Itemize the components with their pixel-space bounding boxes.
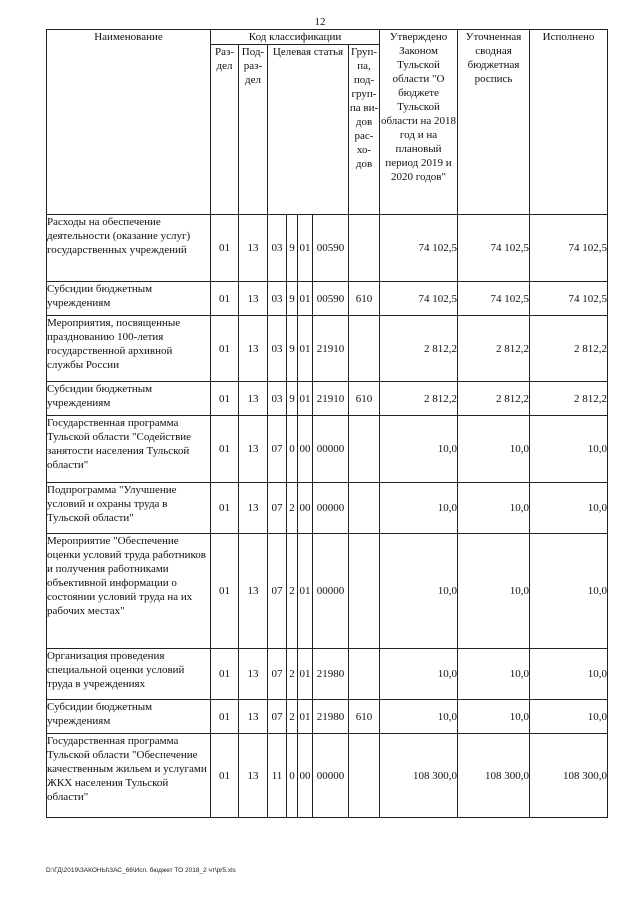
- page-number: 12: [314, 16, 326, 28]
- cell-cs2: 0: [287, 734, 298, 818]
- cell-approved: 2 812,2: [380, 316, 458, 382]
- cell-approved: 10,0: [380, 700, 458, 734]
- cell-cs1: 07: [268, 700, 287, 734]
- cell-vr: [349, 649, 380, 700]
- header-name: Наименование: [47, 30, 211, 215]
- cell-refined: 10,0: [458, 534, 530, 649]
- cell-pr: 13: [239, 416, 268, 483]
- cell-executed: 10,0: [530, 416, 608, 483]
- cell-vr: [349, 534, 380, 649]
- cell-cs3: 01: [298, 649, 313, 700]
- cell-cs1: 07: [268, 649, 287, 700]
- table-row: [47, 734, 608, 818]
- header-expense-group: Груп-па, под-груп-па ви-дов рас-хо-дов: [349, 45, 380, 215]
- budget-table: [46, 29, 608, 818]
- cell-name: Государственная программа Тульской области "Содействие занятости населения Тульской области": [47, 416, 211, 483]
- cell-cs1: 03: [268, 382, 287, 416]
- cell-rz: 01: [211, 700, 239, 734]
- header-section: Раз-дел: [211, 45, 239, 215]
- cell-cs3: 01: [298, 316, 313, 382]
- cell-cs3: 00: [298, 734, 313, 818]
- cell-vr: 610: [349, 282, 380, 316]
- cell-executed: 10,0: [530, 649, 608, 700]
- table-row: [47, 316, 608, 382]
- cell-pr: 13: [239, 649, 268, 700]
- cell-cs1: 03: [268, 215, 287, 282]
- table-row: [47, 483, 608, 534]
- cell-cs4: 21980: [313, 700, 349, 734]
- cell-cs4: 21910: [313, 316, 349, 382]
- table-row: [47, 416, 608, 483]
- cell-refined: 108 300,0: [458, 734, 530, 818]
- cell-approved: 10,0: [380, 649, 458, 700]
- cell-cs3: 01: [298, 282, 313, 316]
- cell-cs4: 00000: [313, 416, 349, 483]
- cell-cs1: 07: [268, 534, 287, 649]
- cell-cs1: 03: [268, 282, 287, 316]
- cell-refined: 10,0: [458, 416, 530, 483]
- cell-pr: 13: [239, 483, 268, 534]
- file-path-footer: D:\ГД\2019\ЗАКОНЫ\ЗАС_66\Исп. бюджет ТО 2018_2 чт\pr5.xls: [46, 867, 236, 874]
- cell-refined: 74 102,5: [458, 282, 530, 316]
- cell-executed: 74 102,5: [530, 282, 608, 316]
- cell-executed: 108 300,0: [530, 734, 608, 818]
- cell-cs1: 07: [268, 483, 287, 534]
- cell-refined: 10,0: [458, 483, 530, 534]
- cell-refined: 74 102,5: [458, 215, 530, 282]
- cell-rz: 01: [211, 382, 239, 416]
- cell-executed: 10,0: [530, 483, 608, 534]
- cell-approved: 108 300,0: [380, 734, 458, 818]
- cell-cs4: 00000: [313, 483, 349, 534]
- table-header: [47, 30, 608, 215]
- cell-pr: 13: [239, 700, 268, 734]
- cell-cs2: 9: [287, 316, 298, 382]
- cell-pr: 13: [239, 534, 268, 649]
- cell-cs1: 03: [268, 316, 287, 382]
- cell-cs2: 9: [287, 215, 298, 282]
- cell-vr: [349, 734, 380, 818]
- cell-rz: 01: [211, 215, 239, 282]
- cell-name: Организация проведения специальной оценки условий труда в учреждениях: [47, 649, 211, 700]
- cell-cs4: 21910: [313, 382, 349, 416]
- cell-refined: 10,0: [458, 649, 530, 700]
- cell-cs2: 2: [287, 534, 298, 649]
- cell-executed: 74 102,5: [530, 215, 608, 282]
- cell-pr: 13: [239, 282, 268, 316]
- cell-cs3: 01: [298, 382, 313, 416]
- header-subsection: Под-раз-дел: [239, 45, 268, 215]
- header-refined: Уточненная сводная бюджетная роспись: [458, 30, 530, 215]
- cell-cs4: 00000: [313, 734, 349, 818]
- cell-name: Мероприятия, посвященные празднованию 100-летия государственной архивной службы России: [47, 316, 211, 382]
- cell-cs2: 9: [287, 282, 298, 316]
- cell-cs2: 2: [287, 649, 298, 700]
- cell-rz: 01: [211, 483, 239, 534]
- table-row: [47, 382, 608, 416]
- cell-refined: 2 812,2: [458, 316, 530, 382]
- cell-executed: 10,0: [530, 700, 608, 734]
- cell-cs4: 00590: [313, 282, 349, 316]
- cell-executed: 2 812,2: [530, 382, 608, 416]
- header-classification: Код классификации: [211, 30, 380, 45]
- cell-cs2: 0: [287, 416, 298, 483]
- cell-pr: 13: [239, 215, 268, 282]
- cell-approved: 2 812,2: [380, 382, 458, 416]
- table-row: [47, 215, 608, 282]
- cell-name: Расходы на обеспечение деятельности (оказание услуг) государственных учреждений: [47, 215, 211, 282]
- table-row: [47, 700, 608, 734]
- cell-cs1: 07: [268, 416, 287, 483]
- cell-approved: 74 102,5: [380, 215, 458, 282]
- cell-refined: 10,0: [458, 700, 530, 734]
- cell-name: Субсидии бюджетным учреждениям: [47, 282, 211, 316]
- cell-pr: 13: [239, 382, 268, 416]
- cell-cs3: 01: [298, 215, 313, 282]
- cell-rz: 01: [211, 534, 239, 649]
- cell-cs3: 00: [298, 483, 313, 534]
- table-row: [47, 282, 608, 316]
- cell-cs1: 11: [268, 734, 287, 818]
- cell-vr: [349, 316, 380, 382]
- header-executed: Исполнено: [530, 30, 608, 215]
- cell-executed: 10,0: [530, 534, 608, 649]
- cell-vr: 610: [349, 382, 380, 416]
- cell-approved: 10,0: [380, 483, 458, 534]
- cell-pr: 13: [239, 734, 268, 818]
- cell-cs3: 01: [298, 534, 313, 649]
- cell-cs2: 2: [287, 700, 298, 734]
- cell-approved: 10,0: [380, 534, 458, 649]
- cell-cs4: 21980: [313, 649, 349, 700]
- cell-pr: 13: [239, 316, 268, 382]
- table-row: [47, 534, 608, 649]
- cell-cs4: 00590: [313, 215, 349, 282]
- cell-name: Мероприятие "Обеспечение оценки условий труда работников и получения работниками объективной информации о состоянии условий труда на их рабочих местах": [47, 534, 211, 649]
- cell-executed: 2 812,2: [530, 316, 608, 382]
- header-target-article: Целевая статья: [268, 45, 349, 215]
- cell-rz: 01: [211, 416, 239, 483]
- cell-rz: 01: [211, 316, 239, 382]
- cell-name: Государственная программа Тульской области "Обеспечение качественным жильем и услугами ЖКХ населения Тульской области": [47, 734, 211, 818]
- cell-vr: [349, 215, 380, 282]
- cell-name: Подпрограмма "Улучшение условий и охраны труда в Тульской области": [47, 483, 211, 534]
- cell-name: Субсидии бюджетным учреждениям: [47, 382, 211, 416]
- cell-cs2: 9: [287, 382, 298, 416]
- cell-approved: 74 102,5: [380, 282, 458, 316]
- cell-cs3: 00: [298, 416, 313, 483]
- cell-cs3: 01: [298, 700, 313, 734]
- cell-rz: 01: [211, 734, 239, 818]
- cell-name: Субсидии бюджетным учреждениям: [47, 700, 211, 734]
- cell-rz: 01: [211, 282, 239, 316]
- cell-cs2: 2: [287, 483, 298, 534]
- table-row: [47, 649, 608, 700]
- cell-approved: 10,0: [380, 416, 458, 483]
- cell-cs4: 00000: [313, 534, 349, 649]
- cell-rz: 01: [211, 649, 239, 700]
- cell-vr: [349, 483, 380, 534]
- header-approved: Утверждено Законом Тульской области "О бюджете Тульской области на 2018 год и на плановый период 2019 и 2020 годов": [380, 30, 458, 215]
- cell-refined: 2 812,2: [458, 382, 530, 416]
- cell-vr: 610: [349, 700, 380, 734]
- cell-vr: [349, 416, 380, 483]
- table-body: [47, 215, 608, 818]
